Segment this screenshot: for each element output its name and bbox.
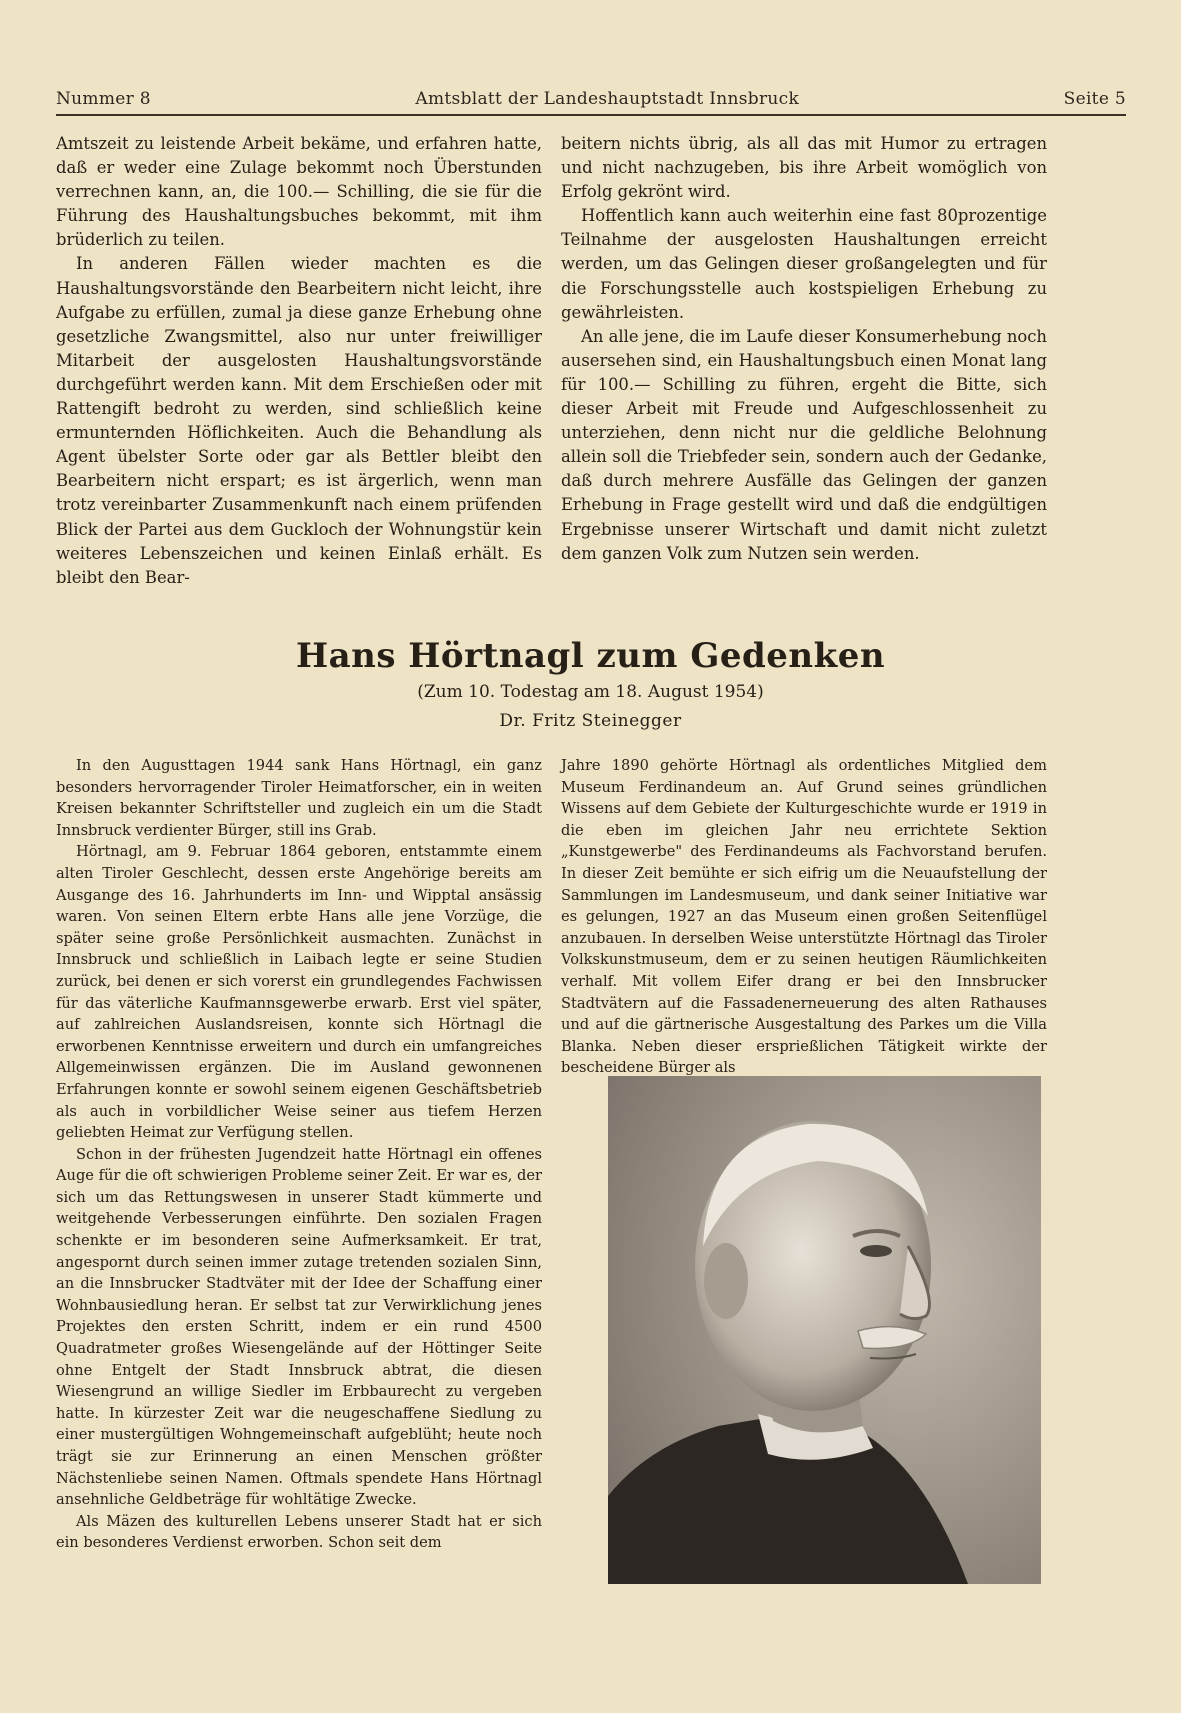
top-left-column <box>56 132 542 590</box>
paragraph: Als Mäzen des kulturellen Lebens unserer Stadt hat er sich ein besonderes Verdienst erworben. Schon seit dem <box>56 1512 542 1552</box>
page-header <box>56 86 1126 112</box>
top-right-column <box>561 132 1047 566</box>
portrait-image <box>608 1076 1041 1584</box>
paragraph: Jahre 1890 gehörte Hörtnagl als ordentliches Mitglied dem Museum Ferdinandeum an. Auf Grund seines gründlichen Wissens auf dem Gebiete der Kulturgeschichte wurde er 1919 in die eben im gleichen Jahr neu errichtete Sektion „Kunstgewerbe" des Ferdinandeums als Fachvorstand berufen. In dieser Zeit bemühte er sich eifrig um die Neuaufstellung der Sammlungen im Landesmuseum, und dank seiner Initiative war es gelungen, 1927 an das Museum einen großen Seitenflügel anzubauen. In derselben Weise unterstützte Hörtnagl das Tiroler Volkskunstmuseum, dem er zu seinen heutigen Räumlichkeiten verhalf. Mit vollem Eifer drang er bei den Innsbrucker Stadtvätern auf die Fassadenerneuerung des alten Rathauses und auf die gärtnerische Ausgestaltung des Parkes um die Villa Blanka. Neben dieser ersprießlichen Tätigkeit wirkte der bescheidene Bürger als <box>561 757 1047 1077</box>
paragraph: In anderen Fällen wieder machten es die Haushaltungsvorstände den Bearbeitern nicht leicht, ihre Aufgabe zu erfüllen, zumal ja diese ganze Erhebung ohne gesetzliche Zwangsmittel, also nur unter freiwilliger Mitarbeit der ausgelosten Haushaltungsvorstände durchgeführt werden kann. Mit dem Erschießen oder mit Rattengift bedroht zu werden, sind schließlich keine ermunternden Höflichkeiten. Auch die Behandlung als Agent übelster Sorte oder gar als Bettler bleibt den Bearbeitern nicht erspart; es ist ärgerlich, wenn man trotz vereinbarter Zusammenkunft nach einem prüfenden Blick der Partei aus dem Guckloch der Wohnungstür kein weiteres Lebenszeichen und keinen Einlaß erhält. Es bleibt den Bear- <box>56 254 542 587</box>
paragraph: Amtszeit zu leistende Arbeit bekäme, und erfahren hatte, daß er weder eine Zulage bekommt noch Überstunden verrechnen kann, an, die 100.— Schilling, die sie für die Führung des Haushaltungsbuches bekommt, mit ihm brüderlich zu teilen. <box>56 134 542 250</box>
page-number: Seite 5 <box>1063 89 1126 109</box>
article-title: Hans Hörtnagl zum Gedenken <box>295 636 886 676</box>
paragraph: In den Augusttagen 1944 sank Hans Hörtnagl, ein ganz besonders hervorragender Tiroler Heimatforscher, ein in weiten Kreisen bekannter Schriftsteller und zugleich ein um die Stadt Innsbruck verdienter Bürger, still ins Grab. <box>56 757 542 839</box>
publication-title: Amtsblatt der Landeshauptstadt Innsbruck <box>415 89 800 109</box>
article-subtitle: (Zum 10. Todestag am 18. August 1954) <box>417 682 764 702</box>
issue-number: Nummer 8 <box>56 89 151 109</box>
paragraph: Hörtnagl, am 9. Februar 1864 geboren, entstammte einem alten Tiroler Geschlecht, dessen erste Angehörige bereits am Ausgange des 16. Jahrhunderts im Inn- und Wipptal ansässig waren. Von seinen Eltern erbte Hans alle jene Vorzüge, die später seine große Persönlichkeit ausmachten. Zunächst in Innsbruck und schließlich in Laibach legte er seine Studien zurück, bei denen er sich vorerst ein grundlegendes Fachwissen für das väterliche Kaufmannsgewerbe erwarb. Erst viel später, auf zahlreichen Auslandsreisen, konnte sich Hörtnagl die erworbenen Kenntnisse erweitern und durch ein umfangreiches Allgemeinwissen ergänzen. Die im Ausland gewonnenen Erfahrungen konnte er sowohl seinem eigenen Geschäftsbetrieb als auch in vorbildlicher Weise seiner aus tiefem Herzen geliebten Heimat zur Verfügung stellen. <box>56 843 542 1142</box>
article-author: Dr. Fritz Steinegger <box>499 711 682 731</box>
header-divider <box>56 114 1126 116</box>
paragraph: Hoffentlich kann auch weiterhin eine fast 80prozentige Teilnahme der ausgelosten Haushaltungen erreicht werden, um das Gelingen dieser großangelegten und für die Forschungsstelle auch kostspieligen Erhebung zu gewährleisten. <box>561 206 1047 322</box>
paragraph: beitern nichts übrig, als all das mit Humor zu ertragen und nicht nachzugeben, bis ihre Arbeit womöglich von Erfolg gekrönt wird. <box>561 134 1047 202</box>
paragraph: Schon in der frühesten Jugendzeit hatte Hörtnagl ein offenes Auge für die oft schwierigen Probleme seiner Zeit. Er war es, der sich um das Rettungswesen in unserer Stadt kümmerte und weitgehende Verbesserungen einführte. Den sozialen Fragen schenkte er im besonderen seine Aufmerksamkeit. Er trat, angespornt durch seinen immer zutage tretenden sozialen Sinn, an die Innsbrucker Stadtväter mit der Idee der Schaffung einer Wohnbausiedlung heran. Er selbst tat zur Verwirklichung jenes Projektes den ersten Schritt, indem er ein rund 4500 Quadratmeter großes Wiesengelände auf der Höttinger Seite ohne Entgelt der Stadt Innsbruck abtrat, die diesen Wiesengrund an willige Siedler im Erbbaurecht zu vergeben hatte. In kürzester Zeit war die neugeschaffene Siedlung zu einer mustergültigen Wohngemeinschaft aufgeblüht; heute noch trägt sie zur Erinnerung an einen Menschen größter Nächstenliebe seinen Namen. Oftmals spendete Hans Hörtnagl ansehnliche Geldbeträge für wohltätige Zwecke. <box>56 1145 542 1509</box>
portrait-photo <box>608 1076 1041 1584</box>
article-right-column <box>561 755 1047 1079</box>
paragraph: An alle jene, die im Laufe dieser Konsumerhebung noch ausersehen sind, ein Haushaltungsbuch einen Monat lang für 100.— Schilling zu führen, ergeht die Bitte, sich dieser Arbeit mit Freude und Aufgeschlossenheit zu unterziehen, denn nicht nur die geldliche Belohnung allein soll die Triebfeder sein, sondern auch der Gedanke, daß durch mehrere Ausfälle das Gelingen der ganzen Erhebung in Frage gestellt wird und daß die endgültigen Ergebnisse unserer Wirtschaft und damit nicht zuletzt dem ganzen Volk zum Nutzen sein werden. <box>561 326 1047 563</box>
article-left-column <box>56 755 542 1554</box>
